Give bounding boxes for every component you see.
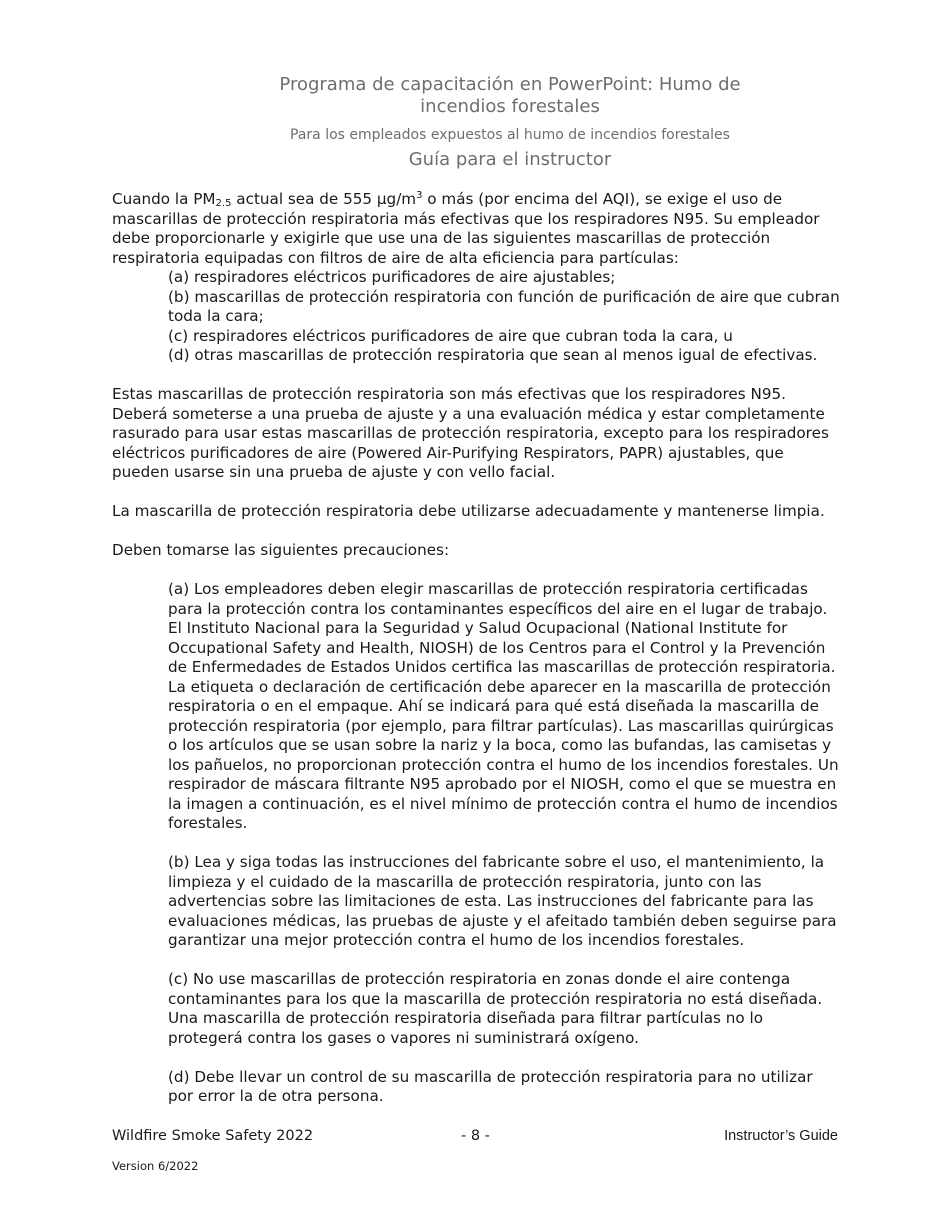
guide-label: Guía para el instructor: [408, 149, 612, 170]
precautions-heading: Deben tomarse las siguientes precauciones:: [112, 541, 450, 559]
option-item: (c) respiradores eléctricos purificadores de aire que cubran toda la cara, u: [168, 326, 733, 345]
page-number: - 8 -: [461, 1128, 490, 1144]
precaution-item: (b) Lea y siga todas las instrucciones del fabricante sobre el uso, el mantenimiento, la limpieza y el cuidado de la mascarilla de protección respiratoria, junto con las advertencias sobre las limitaciones de esta. Las instrucciones del fabricante para las evaluaciones médicas, las pruebas de ajuste y el afeitado también deben seguirse para garantizar una mejor protección contra el humo de los incendios forestales.: [168, 853, 837, 949]
document-subtitle: Para los empleados expuestos al humo de incendios forestales: [290, 127, 730, 143]
intro-text-b: actual sea de 555 µg/m: [231, 190, 417, 208]
unit-superscript: 3: [416, 190, 423, 201]
precautions-list: [112, 580, 842, 1107]
intro-text-a: Cuando la PM: [112, 190, 216, 208]
option-item: (d) otras mascarillas de protección respiratoria que sean al menos igual de efectivas.: [168, 346, 818, 364]
respirator-options-list: [112, 268, 842, 366]
version-label: Version 6/2022: [112, 1159, 199, 1173]
precaution-item: (c) No use mascarillas de protección respiratoria en zonas donde el aire contenga contaminantes para los que la mascarilla de protección respiratoria no está diseñada. Una mascarilla de protección respiratoria diseñada para filtrar partículas no lo protegerá contra los gases o vapores ni suministrará oxígeno.: [168, 970, 823, 1047]
document-body: [112, 190, 842, 1107]
precaution-item: (d) Debe llevar un control de su mascarilla de protección respiratoria para no utilizar por error la de otra persona.: [168, 1067, 813, 1105]
intro-paragraph: [112, 190, 842, 268]
footer-left: Wildfire Smoke Safety 2022: [112, 1128, 314, 1144]
usage-paragraph: La mascarilla de protección respiratoria debe utilizarse adecuadamente y mantenerse limpia.: [112, 502, 825, 520]
intro-text-c: o más (por encima del AQI), se exige el uso de mascarillas de protección respiratoria más efectivas que los respiradores N95. Su empleador debe proporcionarle y exigirle que use una de las siguientes mascarillas de protección respiratoria equipadas con filtros de aire de alta eficiencia para partículas:: [112, 190, 820, 267]
option-item: (b) mascarillas de protección respiratoria con función de purificación de aire que cubran toda la cara;: [168, 287, 840, 325]
document-title: Programa de capacitación en PowerPoint: Humo de incendios forestales: [279, 74, 741, 117]
pm-subscript: 2.5: [215, 198, 232, 209]
precaution-item: (a) Los empleadores deben elegir mascarillas de protección respiratoria certificadas para la protección contra los contaminantes específicos del aire en el lugar de trabajo. El Instituto Nacional para la Seguridad y Salud Ocupacional (National Institute for Occupational Safety and Health, NIOSH) de los Centros para el Control y la Prevención de Enfermedades de Estados Unidos certifica las mascarillas de protección respiratoria. La etiqueta o declaración de certificación debe aparecer en la mascarilla de protección respiratoria o en el empaque. Ahí se indicará para qué está diseñada la mascarilla de protección respiratoria (por ejemplo, para filtrar partículas). Las mascarillas quirúrgicas o los artículos que se usan sobre la nariz y la boca, como las bufandas, las camisetas y los pañuelos, no proporcionan protección contra el humo de los incendios forestales. Un respirador de máscara filtrante N95 aprobado por el NIOSH, como el que se muestra en la imagen a continuación, es el nivel mínimo de protección contra el humo de incendios forestales.: [168, 580, 839, 832]
footer-right: Instructor’s Guide: [724, 1128, 838, 1144]
option-item: (a) respiradores eléctricos purificadores de aire ajustables;: [168, 268, 616, 286]
effectiveness-paragraph: Estas mascarillas de protección respiratoria son más efectivas que los respiradores N95. Deberá someterse a una prueba de ajuste y a una evaluación médica y estar completamente rasurado para usar estas mascarillas de protección respiratoria, excepto para los respiradores eléctricos purificadores de aire (Powered Air-Purifying Respirators, PAPR) ajustables, que pueden usarse sin una prueba de ajuste y con vello facial.: [112, 385, 829, 481]
